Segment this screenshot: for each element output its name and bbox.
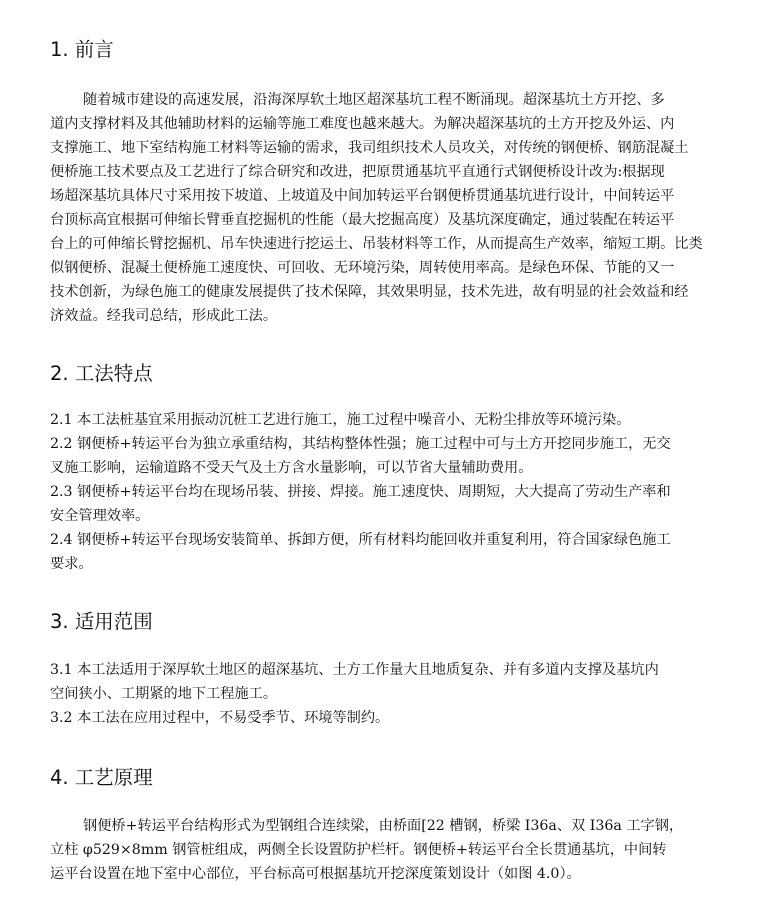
paragraph-line: 台顶标高宜根据可伸缩长臂垂直挖掘机的性能（最大挖掘高度）及基坑深度确定，通过装配在转运平 [50, 212, 675, 228]
paragraph-line: 技术创新，为绿色施工的健康发展提供了技术保障，其效果明显，技术先进，故有明显的社会效益和经 [50, 284, 689, 300]
paragraph-line: 便桥施工技术要点及工艺进行了综合研究和改进，把原贯通基坑平直通行式钢便桥设计改为:根据现 [50, 164, 665, 180]
list-item: 3.2 本工法在应用过程中，不易受季节、环境等制约。 [50, 710, 390, 726]
paragraph-line: 支撑施工、地下室结构施工材料等运输的需求，我司组织技术人员攻关，对传统的钢便桥、钢筋混凝土 [50, 140, 689, 156]
list-item: 2.2 钢便桥+转运平台为独立承重结构，其结构整体性强；施工过程中可与土方开挖同步施工，无交 [50, 436, 671, 452]
list-item: 安全管理效率。 [50, 508, 150, 524]
list-item: 2.1 本工法桩基宜采用振动沉桩工艺进行施工，施工过程中噪音小、无粉尘排放等环境污染。 [50, 412, 631, 428]
list-item: 要求。 [50, 556, 93, 572]
paragraph-line: 钢便桥+转运平台结构形式为型钢组合连续梁，由桥面[22 槽钢，桥梁 I36a、双 I36a 工字钢， [83, 818, 684, 834]
list-item: 2.3 钢便桥+转运平台均在现场吊装、拼接、焊接。施工速度快、周期短，大大提高了劳动生产率和 [50, 484, 671, 500]
list-item: 3.1 本工法适用于深厚软土地区的超深基坑、土方工作量大且地质复杂、并有多道内支撑及基坑内 [50, 662, 659, 678]
list-item: 叉施工影响，运输道路不受天气及土方含水量影响，可以节省大量辅助费用。 [50, 460, 533, 476]
paragraph-line: 运平台设置在地下室中心部位，平台标高可根据基坑开挖深度策划设计（如图 4.0）。 [50, 866, 581, 882]
list-item: 2.4 钢便桥+转运平台现场安装简单、拆卸方便，所有材料均能回收并重复利用，符合国家绿色施工 [50, 532, 671, 548]
section-heading-principle: 4. 工艺原理 [50, 766, 153, 789]
paragraph-line: 随着城市建设的高速发展，沿海深厚软土地区超深基坑工程不断涌现。超深基坑土方开挖、多 [83, 92, 665, 108]
paragraph-line: 台上的可伸缩长臂挖掘机、吊车快速进行挖运土、吊装材料等工作，从而提高生产效率，缩短工期。比类 [50, 236, 703, 252]
paragraph-line: 似钢便桥、混凝土便桥施工速度快、可回收、无环境污染，周转使用率高。是绿色环保、节能的又一 [50, 260, 675, 276]
section-heading-preface: 1. 前言 [50, 38, 114, 61]
paragraph-line: 场超深基坑具体尺寸采用按下坡道、上坡道及中间加转运平台钢便桥贯通基坑进行设计，中间转运平 [50, 188, 675, 204]
section-heading-features: 2. 工法特点 [50, 362, 153, 385]
section-heading-scope: 3. 适用范围 [50, 610, 153, 633]
paragraph-line: 济效益。经我司总结，形成此工法。 [50, 308, 278, 324]
paragraph-line: 立柱 φ529×8mm 钢管桩组成，两侧全长设置防护栏杆。钢便桥+转运平台全长贯通基坑，中间转 [50, 842, 667, 858]
list-item: 空间狭小、工期紧的地下工程施工。 [50, 686, 278, 702]
paragraph-line: 道内支撑材料及其他辅助材料的运输等施工难度也越来越大。为解决超深基坑的土方开挖及外运、内 [50, 116, 675, 132]
